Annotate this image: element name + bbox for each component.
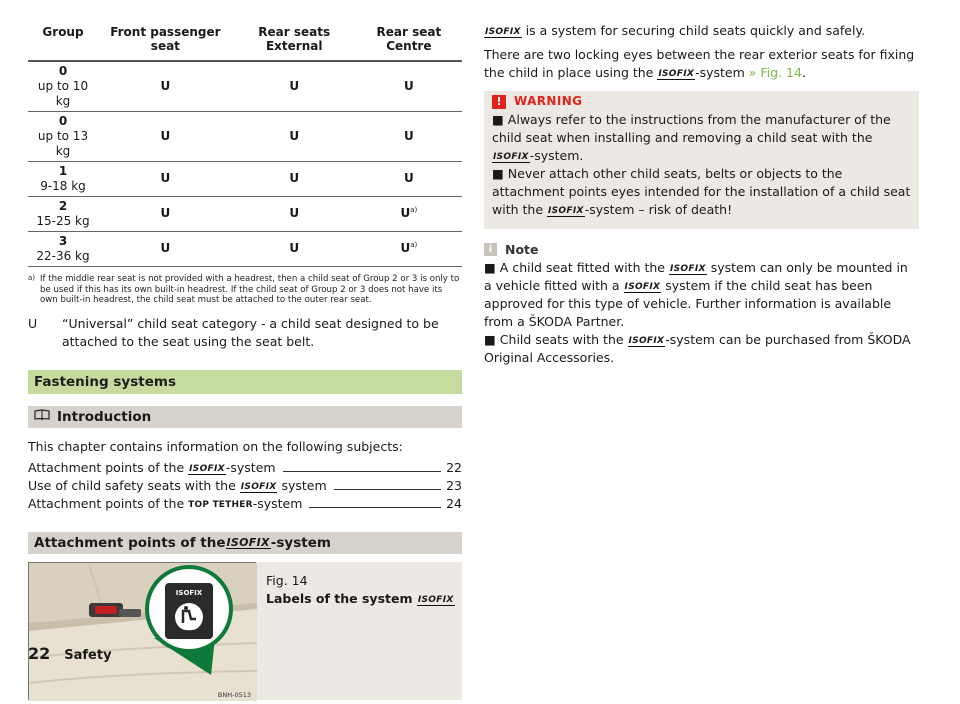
child-seat-group-table: [28, 22, 462, 267]
group-number: 0: [58, 63, 68, 78]
intro-title: Introduction: [57, 409, 152, 426]
locking-eyes-text: There are two locking eyes between the rear exterior seats for fixing the child in place using the ISOFIX-system » Fig. 14.: [484, 47, 915, 81]
photo-badge-label: ISOFIX: [175, 589, 203, 598]
toc-leader: [309, 507, 441, 508]
figure-number: Fig. 14: [266, 573, 308, 589]
isofix-logo-icon: ISOFIX: [226, 536, 270, 550]
footnote-text: If the middle rear seat is not provided with a headrest, then a child seat of Group 2 or 3 is only to be used if this has its own built-in headrest. If the child seat of Group 2 or 3 does not have its own built-in headrest, the child seat must be attached to the outer rear seat.: [40, 273, 460, 306]
table-row: [28, 196, 462, 231]
group-cell: [28, 61, 98, 112]
warning-item: ■ Never attach other child seats, belts or objects to the attachment points eyes intended for the installation of a child seat with the ISOFIX-system – risk of death!: [492, 166, 911, 218]
group-cell: [28, 196, 98, 231]
isofix-logo-icon: ISOFIX: [240, 482, 277, 493]
col-header-rear-centre: Rear seat Centre: [356, 22, 462, 61]
rear-external-cell: U: [233, 161, 356, 196]
warning-item: ■ Always refer to the instructions from the manufacturer of the child seat when installing and removing a child seat with the ISOFIX-system.: [492, 111, 891, 164]
group-weight: 22-36 kg: [36, 248, 90, 263]
isofix-logo-icon: ISOFIX: [669, 263, 706, 274]
legend-text: “Universal” child seat category - a child seat designed to be attached to the seat using the seat belt.: [62, 315, 439, 350]
info-icon: i: [484, 243, 497, 256]
footnote-ref: a): [410, 206, 418, 215]
col-header-group: Group: [28, 22, 98, 61]
right-column: [484, 22, 919, 367]
table-row: [28, 61, 462, 112]
group-weight: up to 13 kg: [37, 128, 89, 158]
group-number: 0: [58, 113, 68, 128]
book-icon: [34, 409, 50, 425]
isofix-logo-icon: ISOFIX: [624, 281, 661, 292]
table-footnote: [28, 274, 462, 306]
group-number: 1: [58, 163, 68, 178]
intro-text: This chapter contains information on the following subjects:: [28, 439, 403, 455]
group-weight: 9-18 kg: [40, 178, 86, 193]
toc-page: 24: [446, 496, 462, 512]
rear-external-cell: U: [233, 231, 356, 266]
legend-key: U: [28, 315, 38, 331]
fig-14-link[interactable]: » Fig. 14: [748, 65, 802, 81]
isofix-logo-icon: ISOFIX: [493, 152, 529, 163]
warning-title: WARNING: [514, 94, 583, 109]
isofix-label-photo: [28, 562, 256, 700]
section-title-attachment: Attachment points of the ISOFIX -system: [28, 532, 462, 554]
figure-title: Labels of the system ISOFIX: [266, 590, 454, 606]
rear-external-cell: U: [233, 196, 356, 231]
group-weight: up to 10 kg: [37, 78, 89, 108]
section-title-fastening: Fastening systems: [28, 370, 462, 394]
isofix-logo-icon: ISOFIX: [417, 594, 454, 605]
front-passenger-cell: U: [98, 111, 233, 161]
note-item: ■ A child seat fitted with the ISOFIX system can only be mounted in a vehicle fitted with a ISOFIX system if the child seat has been approved for this type of vehicle. Further information is available from a ŠKODA Partner.: [484, 259, 908, 329]
note-body: [484, 259, 919, 368]
group-cell: [28, 111, 98, 161]
rear-centre-cell: U: [356, 111, 462, 161]
page-footer: [28, 644, 112, 663]
note-item: ■ Child seats with the ISOFIX-system can be purchased from ŠKODA Original Accessories.: [484, 332, 911, 366]
group-number: 3: [58, 233, 68, 248]
figure-caption: [266, 572, 455, 607]
intro-header: [28, 406, 462, 428]
isofix-logo-icon: ISOFIX: [189, 464, 225, 475]
toc-page: 23: [446, 478, 462, 494]
front-passenger-cell: U: [98, 61, 233, 112]
rear-external-cell: U: [233, 61, 356, 112]
front-passenger-cell: U: [98, 231, 233, 266]
rear-centre-cell: U: [356, 161, 462, 196]
rear-centre-cell: U: [356, 61, 462, 112]
page-section: Safety: [64, 648, 112, 663]
col-header-rear-external: Rear seats External: [233, 22, 356, 61]
group-weight: 15-25 kg: [36, 213, 90, 228]
toc-leader: [283, 471, 441, 472]
page-number: 22: [28, 644, 51, 663]
warning-icon: !: [492, 95, 506, 109]
toc-leader: [334, 489, 441, 490]
group-number: 2: [58, 198, 68, 213]
toc-list: [28, 460, 462, 514]
isofix-logo-icon: ISOFIX: [658, 69, 695, 80]
table-row: [28, 231, 462, 266]
warning-box: [484, 91, 919, 228]
toc-item[interactable]: Use of child safety seats with the ISOFIX system 23: [28, 478, 462, 494]
photo-code: BNH-0513: [217, 691, 251, 700]
isofix-logo-icon: ISOFIX: [485, 27, 521, 37]
note-title: Note: [505, 241, 539, 257]
group-cell: [28, 161, 98, 196]
note-header: [484, 242, 919, 257]
toc-item[interactable]: Attachment points of the ISOFIX-system 22: [28, 460, 462, 476]
group-cell: [28, 231, 98, 266]
isofix-logo-icon: ISOFIX: [628, 336, 665, 347]
front-passenger-cell: U: [98, 196, 233, 231]
top-tether-logo-icon: TOP TETHER: [188, 500, 253, 511]
footnote-mark: a): [28, 273, 36, 282]
rear-centre-cell: $U^{a)}$: [356, 231, 462, 266]
front-passenger-cell: U: [98, 161, 233, 196]
rear-external-cell: U: [233, 111, 356, 161]
toc-page: 22: [446, 460, 462, 476]
isofix-intro: ISOFIX is a system for securing child seats quickly and safely.: [485, 23, 866, 38]
toc-item[interactable]: Attachment points of the TOP TETHER-system 24: [28, 496, 462, 512]
rear-centre-cell: $U^{a)}$: [356, 196, 462, 231]
legend-u: [28, 315, 462, 351]
table-row: [28, 161, 462, 196]
isofix-logo-icon: ISOFIX: [548, 206, 584, 217]
table-row: [28, 111, 462, 161]
figure-14: [28, 562, 462, 700]
footnote-ref: a): [410, 241, 418, 250]
col-header-front-passenger: Front passenger seat: [98, 22, 233, 61]
left-column: [28, 22, 462, 700]
